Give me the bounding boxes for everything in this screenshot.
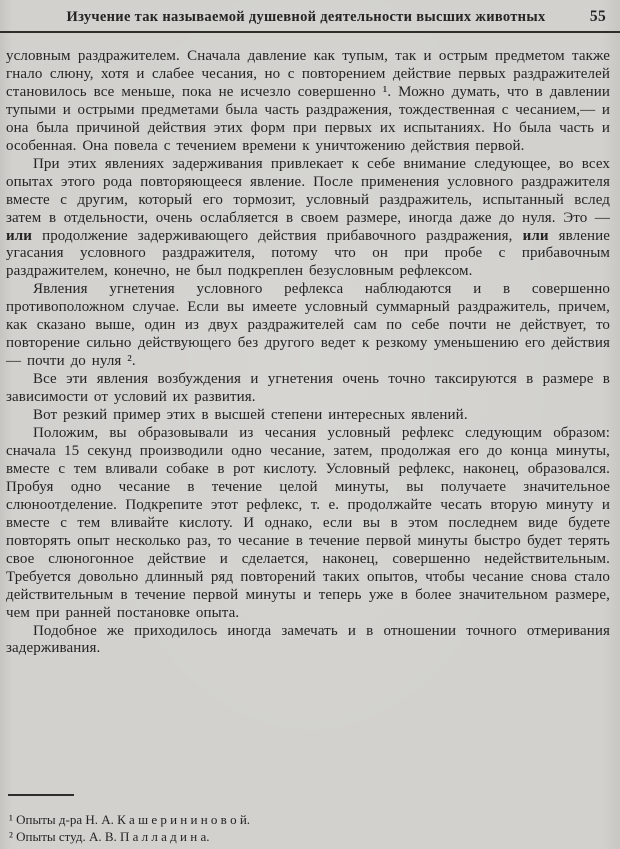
running-header (6, 6, 610, 30)
body-text (6, 48, 610, 658)
paragraph: Все эти явления возбуждения и угнетения очень точно таксируются в размере в зависимости от условий их развития. (6, 371, 610, 406)
footnote: ² Опыты студ. А. В. П а л л а д и н а. (9, 829, 210, 844)
paragraph: Вот резкий пример этих в высшей степени интересных явлений. (33, 407, 468, 424)
footnotes (6, 794, 610, 845)
paragraph: Явления угнетения условного рефлекса наблюдаются и в совершенно противоположном случае. Если вы имеете условный суммарный раздражитель, причем, как сказано выше, один из двух раздражителей сам по себе почти не действует, то повторение сильно действующего без другого ведет к резкому уменьшению его действия — почти до нуля ². (6, 281, 610, 370)
paragraph: Подобное же приходилось иногда замечать и в отношении точного отмеривания задерживания. (6, 622, 610, 657)
footnote-rule (8, 794, 74, 796)
paragraph: условным раздражителем. Сначала давление как тупым, так и острым предметом также гнало слюну, хотя и слабее чесания, но с повторением действие первых раздражителей становилось все меньше, пока не исчезло совершенно ¹. Можно думать, что в давлении тупыми и острыми предметами была часть раздражения, тождественная с чесанием,— и она была причиной действия этих форм при первых их испытаниях. Но была часть и особенная. Она повела с течением времени к уничтожению действия первой. (6, 48, 610, 154)
footnote: ¹ Опыты д-ра Н. А. К а ш е р и н и н о в о й. (9, 812, 251, 827)
page-number: 55 (589, 8, 606, 25)
paragraph: При этих явлениях задерживания привлекает к себе внимание следующее, во всех опытах этого рода повторяющееся явление. После применения условного раздражителя вместе с другим, который его тормозит, условный раздражитель, испытанный вслед затем в отдельности, очень ослабляется в своем размере, иногда даже до нуля. Это — или продолжение задерживающего действия прибавочного раздражения, или явление угасания условного раздражителя, потому что он при пробе с прибавочным раздражителем, конечно, не был подкреплен безусловным рефлексом. (6, 155, 610, 280)
running-title: Изучение так называемой душевной деятельности высших животных (66, 9, 546, 25)
paragraph: Положим, вы образовывали из чесания условный рефлекс следующим образом: сначала 15 секунд производили одно чесание, затем, продолжая его до конца минуты, вместе с тем вливали собаке в рот кислоту. Условный рефлекс, наконец, образовался. Пробуя одно чесание в течение целой минуты, вы получаете значительное слюноотделение. Подкрепите этот рефлекс, т. е. продолжайте чесать вторую минуту и вместе с тем вливайте кислоту. И однако, если вы в этом последнем виде будете повторять опыт несколько раз, то чесание в течение первой минуты быстро будет терять свое слюногонное действие и сделается, наконец, совершенно недействительным. Требуется довольно длинный ряд повторений таких опытов, чтобы чесание снова стало действительным в течение первой минуты и теперь уже в более значительном размере, чем при ранней постановке опыта. (6, 425, 610, 621)
header-rule (0, 31, 620, 33)
